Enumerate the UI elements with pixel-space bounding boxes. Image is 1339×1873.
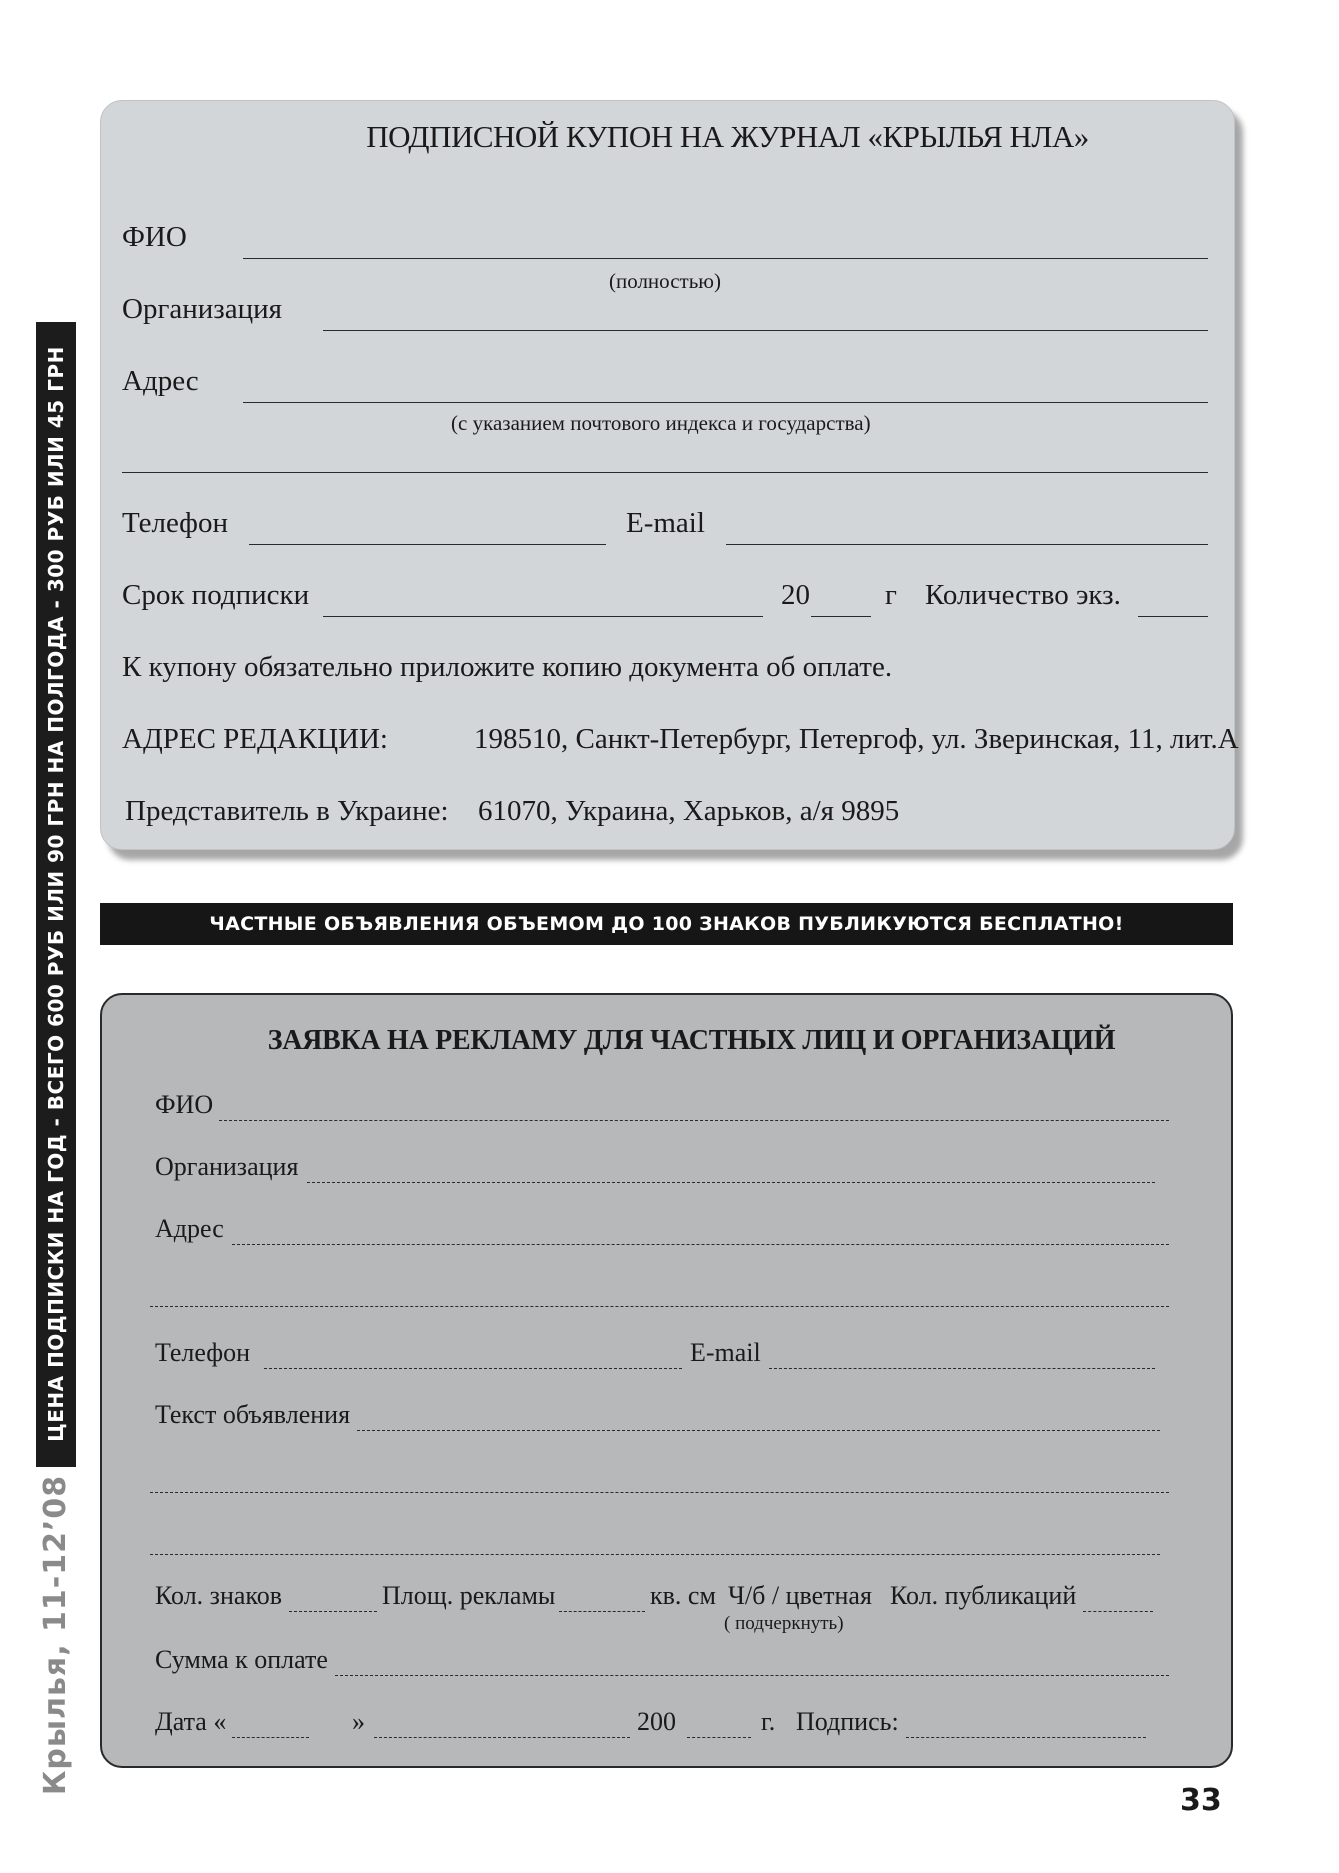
email-label: E-mail — [626, 507, 705, 539]
address-field[interactable] — [243, 402, 1208, 403]
ad-text-field-3[interactable] — [150, 1554, 1160, 1555]
ad-text-field-2[interactable] — [150, 1492, 1169, 1493]
color-label[interactable]: Ч/б / цветная — [728, 1581, 872, 1610]
date-day-field[interactable] — [232, 1737, 309, 1738]
ad-org-label: Организация — [155, 1152, 299, 1181]
ad-org-field[interactable] — [307, 1182, 1155, 1183]
fio-note: (полностью) — [609, 269, 721, 293]
phone-label: Телефон — [122, 507, 228, 539]
ad-address-field[interactable] — [232, 1244, 1169, 1245]
ad-fio-field[interactable] — [219, 1120, 1169, 1121]
chars-label: Кол. знаков — [155, 1581, 282, 1610]
org-field[interactable] — [323, 330, 1208, 331]
ad-phone-label: Телефон — [155, 1338, 251, 1367]
ad-address-label: Адрес — [155, 1214, 224, 1243]
free-ads-banner: ЧАСТНЫЕ ОБЪЯВЛЕНИЯ ОБЪЕМОМ ДО 100 ЗНАКОВ ПУБЛИКУЮТСЯ БЕСПЛАТНО! — [100, 903, 1233, 945]
year-suffix: г — [885, 579, 897, 611]
pubs-field[interactable] — [1083, 1611, 1153, 1612]
email-field[interactable] — [726, 544, 1208, 545]
ad-phone-field[interactable] — [264, 1368, 682, 1369]
copies-field[interactable] — [1138, 616, 1208, 617]
address-field-2[interactable] — [122, 472, 1208, 473]
fio-field[interactable] — [243, 258, 1208, 259]
org-label: Организация — [122, 293, 282, 325]
phone-field[interactable] — [249, 544, 606, 545]
ad-email-field[interactable] — [769, 1368, 1155, 1369]
pubs-label: Кол. публикаций — [890, 1581, 1077, 1610]
term-field[interactable] — [323, 616, 763, 617]
sidebar-price-text: ЦЕНА ПОДПИСКИ НА ГОД - ВСЕГО 600 РУБ ИЛИ 90 ГРН НА ПОЛГОДА - 300 РУБ ИЛИ 45 ГРН — [44, 346, 68, 1442]
ad-address-field-2[interactable] — [150, 1306, 1169, 1307]
ad-text-label: Текст объявления — [155, 1400, 351, 1429]
ad-year-suffix: г. — [761, 1707, 776, 1736]
attach-note: К купону обязательно приложите копию документа об оплате. — [122, 651, 893, 683]
area-field[interactable] — [559, 1611, 645, 1612]
coupon-title: ПОДПИСНОЙ КУПОН НА ЖУРНАЛ «КРЫЛЬЯ НЛА» — [366, 119, 1089, 154]
chars-field[interactable] — [289, 1611, 377, 1612]
sum-field[interactable] — [335, 1675, 1169, 1676]
fio-label: ФИО — [122, 221, 187, 253]
ad-request-form — [100, 993, 1233, 1768]
copies-label: Количество экз. — [925, 579, 1121, 611]
address-label: Адрес — [122, 365, 199, 397]
date-month-field[interactable] — [374, 1737, 630, 1738]
sum-label: Сумма к оплате — [155, 1645, 328, 1674]
color-note: ( подчеркнуть) — [724, 1613, 844, 1634]
year-field[interactable] — [811, 616, 871, 617]
address-note: (с указанием почтового индекса и государства) — [451, 411, 871, 435]
issue-label: Крылья, 11-12’08 — [38, 1474, 73, 1796]
signature-field[interactable] — [906, 1737, 1146, 1738]
signature-label: Подпись: — [796, 1707, 899, 1736]
ad-form-title: ЗАЯВКА НА РЕКЛАМУ ДЛЯ ЧАСТНЫХ ЛИЦ И ОРГАНИЗАЦИЙ — [267, 1025, 1116, 1056]
ukraine-label: Представитель в Украине: — [125, 795, 449, 827]
editorial-address: 198510, Санкт-Петербург, Петергоф, ул. Зверинская, 11, лит.А — [474, 723, 1239, 755]
ad-email-label: E-mail — [690, 1338, 761, 1367]
ad-year-prefix: 200 — [637, 1707, 676, 1736]
ad-year-field[interactable] — [687, 1737, 751, 1738]
editorial-label: АДРЕС РЕДАКЦИИ: — [122, 723, 388, 755]
page-number: 33 — [1180, 1783, 1222, 1818]
date-close: » — [352, 1707, 365, 1736]
ukraine-address: 61070, Украина, Харьков, а/я 9895 — [478, 795, 900, 827]
date-label: Дата « — [155, 1707, 227, 1736]
term-label: Срок подписки — [122, 579, 310, 611]
area-unit: кв. см — [650, 1581, 716, 1610]
area-label: Площ. рекламы — [382, 1581, 556, 1610]
ad-text-field[interactable] — [357, 1430, 1160, 1431]
ad-fio-label: ФИО — [155, 1090, 214, 1119]
subscription-coupon — [100, 100, 1239, 850]
year-prefix: 20 — [781, 579, 810, 611]
